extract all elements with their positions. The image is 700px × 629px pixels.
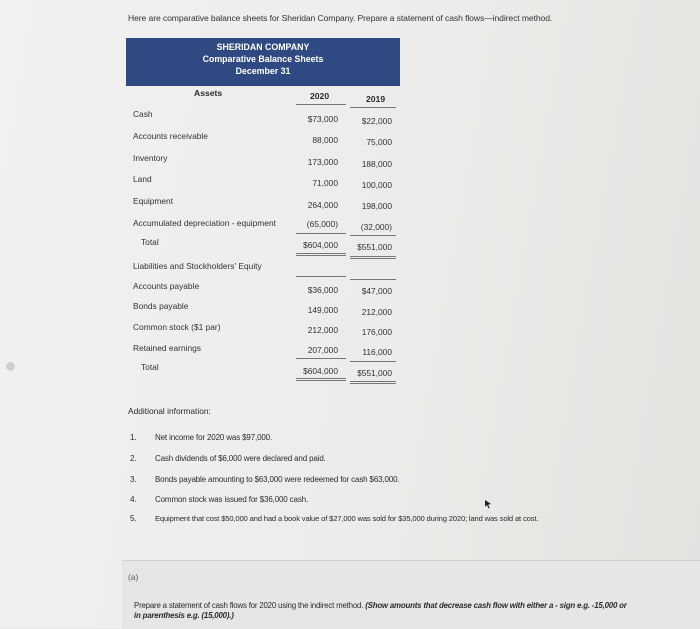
info-text: Common stock was issued for $36,000 cash. — [155, 495, 309, 504]
asset-value-2020: 173,000 — [307, 157, 338, 167]
liability-label: Accounts payable — [133, 281, 200, 291]
liability-value-2020: 207,000 — [307, 345, 338, 355]
info-text: Net income for 2020 was $97,000. — [155, 433, 273, 442]
asset-value-2019: (32,000) — [360, 222, 392, 232]
asset-label: Accounts receivable — [133, 131, 208, 141]
asset-value-2020: (65,000) — [306, 219, 338, 229]
liability-value-2020: 212,000 — [307, 325, 338, 335]
liability-label: Common stock ($1 par) — [133, 322, 221, 332]
assets-total-label: Total — [141, 237, 159, 247]
info-number: 2. — [130, 454, 137, 463]
asset-label: Inventory — [133, 153, 168, 163]
asset-value-2019: 188,000 — [361, 159, 392, 169]
liab-total-double-rule-2020 — [296, 378, 346, 381]
asset-label: Accumulated depreciation - equipment — [133, 218, 276, 228]
company-name: SHERIDAN COMPANY — [216, 42, 310, 52]
liability-value-2020: $36,000 — [307, 285, 338, 295]
liability-value-2019: 212,000 — [361, 307, 392, 317]
statement-title: Comparative Balance Sheets — [202, 54, 324, 64]
part-a-label: (a) — [128, 572, 139, 582]
info-number: 4. — [130, 495, 137, 504]
asset-value-2019: 198,000 — [361, 201, 392, 211]
instruction-main: Prepare a statement of cash flows for 2020 using the indirect method. — [134, 601, 364, 610]
header-rule-2019 — [350, 107, 396, 108]
problem-intro: Here are comparative balance sheets for Sheridan Company. Prepare a statement of cash flows—indirect method. — [128, 13, 553, 23]
liability-value-2019: 176,000 — [361, 327, 392, 337]
additional-info-heading: Additional information: — [128, 406, 211, 416]
liab-header-rule-2019 — [350, 279, 396, 280]
asset-value-2020: 264,000 — [307, 200, 338, 210]
liabilities-total-2020: $604,000 — [303, 366, 338, 376]
liab-subtotal-rule-2019 — [350, 361, 396, 362]
part-a-instruction — [134, 601, 634, 621]
instruction-hint: (Show amounts that decrease cash flow with either a - sign e.g. -15,000 or in parenthesis e.g. (15,000).) — [134, 601, 627, 620]
asset-value-2019: 100,000 — [361, 180, 392, 190]
balance-sheet-header — [126, 38, 400, 86]
liabilities-heading: Liabilities and Stockholders' Equity — [133, 261, 262, 271]
mouse-cursor-icon — [484, 499, 492, 509]
total-double-rule-2020 — [296, 253, 346, 256]
subtotal-rule-2019 — [350, 235, 396, 236]
asset-value-2019: $22,000 — [361, 116, 392, 126]
liab-total-double-rule-2019 — [350, 381, 396, 384]
statement-date: December 31 — [235, 66, 291, 76]
liability-value-2019: $47,000 — [361, 286, 392, 296]
liability-value-2020: 149,000 — [307, 305, 338, 315]
assets-total-2019: $551,000 — [357, 242, 392, 252]
header-rule-2020 — [296, 104, 346, 105]
info-number: 1. — [130, 433, 137, 442]
liab-subtotal-rule-2020 — [296, 358, 346, 359]
assets-heading: Assets — [194, 88, 223, 98]
liability-label: Retained earnings — [133, 343, 201, 353]
liability-label: Bonds payable — [133, 301, 189, 311]
subtotal-rule-2020 — [296, 233, 346, 234]
asset-value-2020: 88,000 — [312, 135, 338, 145]
info-number: 3. — [130, 475, 137, 484]
asset-label: Land — [133, 174, 152, 184]
liabilities-total-label: Total — [141, 362, 159, 372]
asset-label: Equipment — [133, 196, 174, 206]
asset-value-2020: $73,000 — [307, 114, 338, 124]
assets-total-2020: $604,000 — [303, 240, 338, 250]
liab-header-rule-2020 — [296, 276, 346, 277]
liabilities-total-2019: $551,000 — [357, 368, 392, 378]
year-2020-heading: 2020 — [310, 91, 330, 101]
asset-value-2019: 75,000 — [366, 137, 392, 147]
year-2019-heading: 2019 — [366, 94, 386, 104]
info-text: Cash dividends of $6,000 were declared and paid. — [155, 454, 326, 463]
camera-smudge — [6, 362, 15, 371]
asset-value-2020: 71,000 — [312, 178, 338, 188]
liability-value-2019: 116,000 — [362, 347, 392, 357]
asset-label: Cash — [133, 109, 153, 119]
info-number: 5. — [130, 514, 137, 523]
total-double-rule-2019 — [350, 256, 396, 259]
info-text: Equipment that cost $50,000 and had a book value of $27,000 was sold for $35,000 during 2020; land was sold at cost. — [155, 514, 539, 523]
info-text: Bonds payable amounting to $63,000 were redeemed for cash $63,000. — [155, 475, 400, 484]
